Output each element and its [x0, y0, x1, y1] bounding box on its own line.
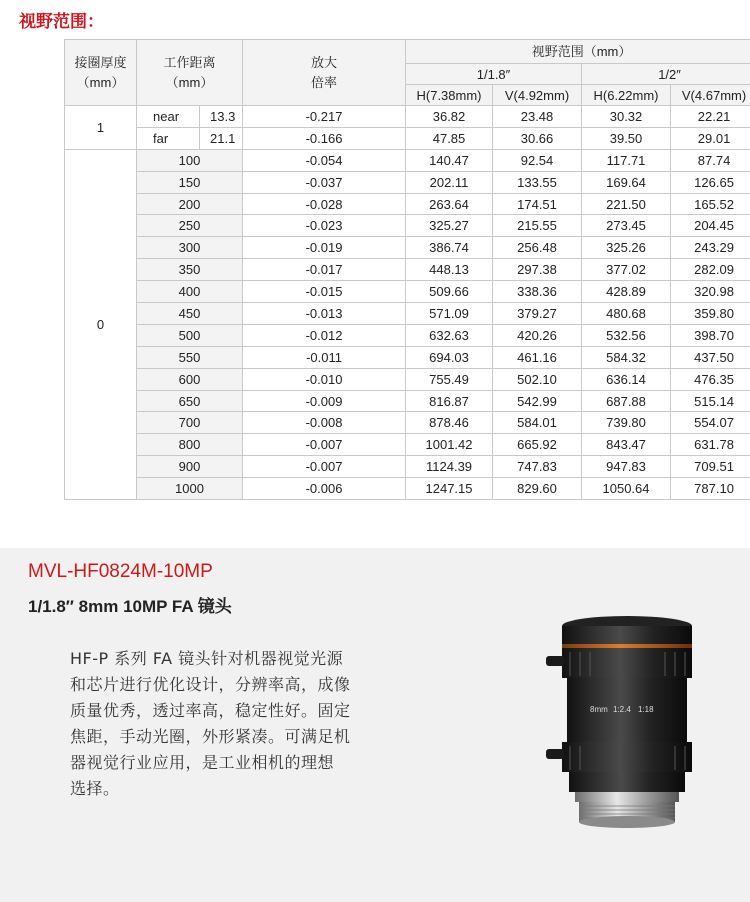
table-row	[65, 193, 750, 215]
cell-h2: 739.80	[582, 412, 671, 434]
cell-wd: 900	[137, 456, 243, 478]
cell-h2: 325.26	[582, 237, 671, 259]
cell-h2: 117.71	[582, 149, 671, 171]
cell-mag: -0.017	[243, 259, 406, 281]
table-row	[65, 303, 750, 325]
cell-wd: 650	[137, 390, 243, 412]
cell-h1: 263.64	[406, 193, 493, 215]
cell-h2: 30.32	[582, 106, 671, 128]
header-wd-unit: （mm）	[165, 74, 214, 90]
cell-mag: -0.009	[243, 390, 406, 412]
cell-near-far: near	[137, 106, 200, 128]
cell-wd: 500	[137, 324, 243, 346]
fov-table	[64, 39, 750, 500]
cell-h2: 377.02	[582, 259, 671, 281]
desc-line: 焦距，手动光圈，外形紧凑。可满足机	[70, 727, 351, 746]
cell-v2: 29.01	[671, 127, 750, 149]
cell-h1: 140.47	[406, 149, 493, 171]
product-description	[70, 646, 390, 802]
header-sensor-1-1.8: 1/1.8″	[406, 64, 582, 85]
header-v2: V(4.67mm)	[671, 85, 750, 106]
header-mag-label: 放大	[311, 55, 338, 70]
cell-v1: 215.55	[493, 215, 582, 237]
cell-mag: -0.217	[243, 106, 406, 128]
product-model: MVL-HF0824M-10MP	[28, 561, 213, 582]
cell-h1: 448.13	[406, 259, 493, 281]
cell-v1: 174.51	[493, 193, 582, 215]
cell-h1: 47.85	[406, 127, 493, 149]
cell-h1: 816.87	[406, 390, 493, 412]
lens-image	[545, 614, 705, 834]
cell-mag: -0.054	[243, 149, 406, 171]
cell-wd: 550	[137, 346, 243, 368]
cell-v2: 515.14	[671, 390, 750, 412]
cell-v1: 747.83	[493, 456, 582, 478]
cell-wd: 400	[137, 281, 243, 303]
cell-wd: 600	[137, 368, 243, 390]
cell-h1: 571.09	[406, 303, 493, 325]
cell-mag: -0.006	[243, 478, 406, 500]
cell-wd: 700	[137, 412, 243, 434]
cell-v1: 379.27	[493, 303, 582, 325]
cell-v1: 542.99	[493, 390, 582, 412]
cell-v2: 165.52	[671, 193, 750, 215]
cell-h1: 878.46	[406, 412, 493, 434]
cell-v1: 297.38	[493, 259, 582, 281]
cell-h1: 509.66	[406, 281, 493, 303]
cell-mag: -0.010	[243, 368, 406, 390]
header-thickness-unit: （mm）	[76, 74, 125, 90]
cell-v1: 829.60	[493, 478, 582, 500]
cell-v2: 282.09	[671, 259, 750, 281]
cell-h2: 428.89	[582, 281, 671, 303]
table-row	[65, 456, 750, 478]
product-section	[0, 548, 750, 902]
table-row	[65, 434, 750, 456]
cell-h1: 694.03	[406, 346, 493, 368]
cell-h2: 273.45	[582, 215, 671, 237]
desc-line: 质量优秀，透过率高，稳定性好。固定	[70, 701, 351, 720]
cell-wd: 1000	[137, 478, 243, 500]
cell-h2: 221.50	[582, 193, 671, 215]
table-row	[65, 412, 750, 434]
cell-wd: 300	[137, 237, 243, 259]
table-row	[65, 478, 750, 500]
table-row	[65, 127, 750, 149]
cell-mag: -0.011	[243, 346, 406, 368]
cell-wd: 200	[137, 193, 243, 215]
header-fov: 视野范围（mm）	[406, 40, 750, 64]
header-working-distance	[137, 40, 243, 106]
lens-marking-aperture: 1:2.4	[613, 705, 631, 714]
header-thickness-label: 接圈厚度	[74, 55, 127, 70]
cell-v1: 23.48	[493, 106, 582, 128]
cell-v2: 22.21	[671, 106, 750, 128]
cell-wd: 100	[137, 149, 243, 171]
table-row	[65, 346, 750, 368]
cell-h1: 1247.15	[406, 478, 493, 500]
table-row	[65, 149, 750, 171]
cell-v1: 420.26	[493, 324, 582, 346]
cell-wd: 450	[137, 303, 243, 325]
header-h2: H(6.22mm)	[582, 85, 671, 106]
desc-line: 选择。	[70, 779, 120, 798]
cell-v2: 787.10	[671, 478, 750, 500]
cell-wd: 150	[137, 171, 243, 193]
cell-v2: 398.70	[671, 324, 750, 346]
cell-mag: -0.019	[243, 237, 406, 259]
cell-h2: 532.56	[582, 324, 671, 346]
cell-v2: 87.74	[671, 149, 750, 171]
cell-h2: 584.32	[582, 346, 671, 368]
cell-mag: -0.015	[243, 281, 406, 303]
cell-mag: -0.013	[243, 303, 406, 325]
cell-wd: 13.3	[200, 106, 243, 128]
table-row	[65, 237, 750, 259]
table-row	[65, 390, 750, 412]
table-row	[65, 106, 750, 128]
cell-thickness: 0	[65, 149, 137, 499]
table-row	[65, 171, 750, 193]
cell-v2: 204.45	[671, 215, 750, 237]
cell-h1: 1124.39	[406, 456, 493, 478]
cell-thickness: 1	[65, 106, 137, 150]
cell-mag: -0.037	[243, 171, 406, 193]
cell-h1: 386.74	[406, 237, 493, 259]
cell-h2: 169.64	[582, 171, 671, 193]
header-mag-label-2: 倍率	[311, 74, 338, 90]
cell-mag: -0.166	[243, 127, 406, 149]
cell-wd: 350	[137, 259, 243, 281]
cell-v1: 584.01	[493, 412, 582, 434]
cell-v1: 256.48	[493, 237, 582, 259]
cell-mag: -0.028	[243, 193, 406, 215]
lens-marking-focal: 8mm	[590, 705, 608, 714]
cell-v2: 476.35	[671, 368, 750, 390]
header-v1: V(4.92mm)	[493, 85, 582, 106]
cell-h2: 1050.64	[582, 478, 671, 500]
cell-h2: 947.83	[582, 456, 671, 478]
cell-v2: 437.50	[671, 346, 750, 368]
cell-v2: 554.07	[671, 412, 750, 434]
cell-wd: 800	[137, 434, 243, 456]
cell-v2: 243.29	[671, 237, 750, 259]
cell-v1: 133.55	[493, 171, 582, 193]
cell-h1: 202.11	[406, 171, 493, 193]
cell-v1: 30.66	[493, 127, 582, 149]
cell-v1: 502.10	[493, 368, 582, 390]
cell-h2: 636.14	[582, 368, 671, 390]
cell-v2: 320.98	[671, 281, 750, 303]
fov-table-body	[65, 106, 750, 500]
cell-h2: 687.88	[582, 390, 671, 412]
cell-wd: 21.1	[200, 127, 243, 149]
cell-h1: 632.63	[406, 324, 493, 346]
cell-h1: 36.82	[406, 106, 493, 128]
desc-line: HF-P 系列 FA 镜头针对机器视觉光源	[70, 649, 344, 668]
table-row	[65, 215, 750, 237]
cell-mag: -0.007	[243, 434, 406, 456]
cell-h2: 480.68	[582, 303, 671, 325]
table-row	[65, 324, 750, 346]
cell-mag: -0.007	[243, 456, 406, 478]
cell-h2: 843.47	[582, 434, 671, 456]
cell-wd: 250	[137, 215, 243, 237]
cell-h1: 1001.42	[406, 434, 493, 456]
cell-h1: 325.27	[406, 215, 493, 237]
cell-near-far: far	[137, 127, 200, 149]
cell-v2: 126.65	[671, 171, 750, 193]
header-sensor-1-2: 1/2″	[582, 64, 750, 85]
cell-v1: 338.36	[493, 281, 582, 303]
header-wd-label: 工作距离	[163, 55, 216, 70]
desc-line: 和芯片进行优化设计，分辨率高，成像	[70, 675, 351, 694]
header-magnification	[243, 40, 406, 106]
cell-v2: 631.78	[671, 434, 750, 456]
cell-h2: 39.50	[582, 127, 671, 149]
cell-mag: -0.023	[243, 215, 406, 237]
cell-v1: 92.54	[493, 149, 582, 171]
table-row	[65, 259, 750, 281]
table-row	[65, 368, 750, 390]
cell-v2: 359.80	[671, 303, 750, 325]
desc-line: 器视觉行业应用，是工业相机的理想	[70, 753, 335, 772]
section-title-fov: 视野范围：	[19, 12, 104, 32]
table-row	[65, 281, 750, 303]
header-h1: H(7.38mm)	[406, 85, 493, 106]
lens-marking-ratio: 1:18	[638, 705, 654, 714]
cell-v1: 461.16	[493, 346, 582, 368]
product-subtitle: 1/1.8″ 8mm 10MP FA 镜头	[28, 597, 232, 616]
cell-mag: -0.008	[243, 412, 406, 434]
cell-v1: 665.92	[493, 434, 582, 456]
cell-v2: 709.51	[671, 456, 750, 478]
cell-mag: -0.012	[243, 324, 406, 346]
cell-h1: 755.49	[406, 368, 493, 390]
header-thickness	[65, 40, 137, 106]
